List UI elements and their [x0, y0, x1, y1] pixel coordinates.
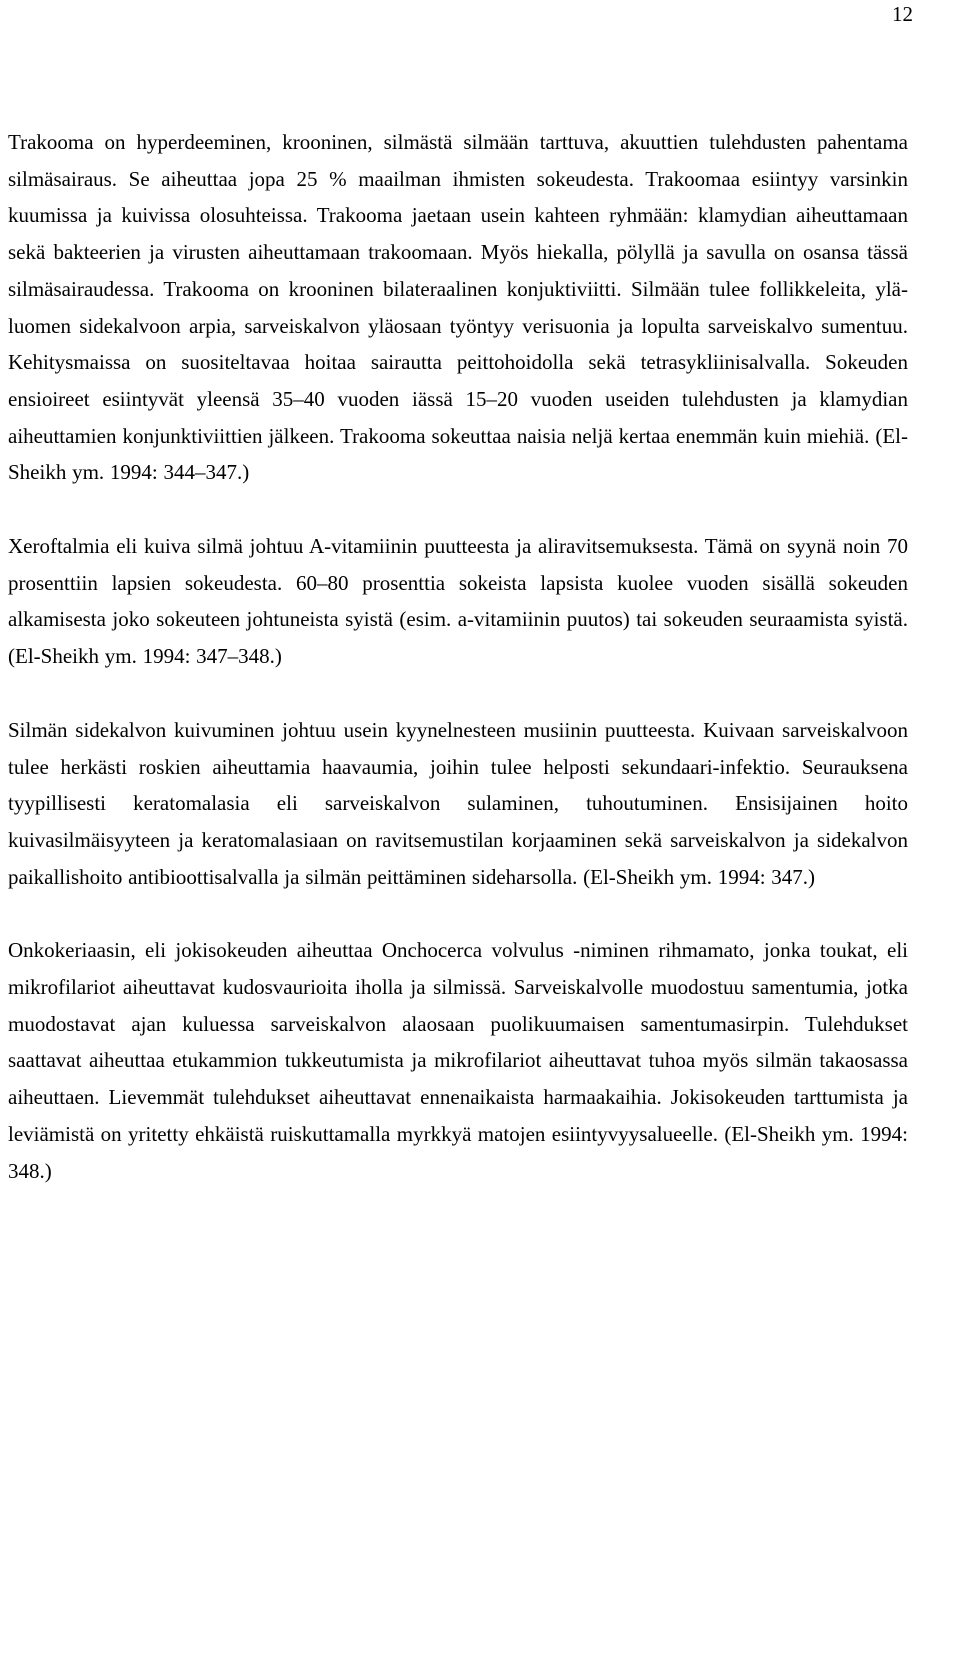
paragraph-conjunctival-drying: Silmän sidekalvon kuivuminen johtuu usein kyynelnesteen musiinin puutteesta. Kuivaan sarveiskalvoon tulee herkästi roskien aiheuttamia haavaumia, joihin tulee helposti sekundaari-infektio. Seurauksena tyypillisesti keratomalasia eli sarveiskalvon sulaminen, tuhoutuminen. Ensisijainen hoito kuivasilmäisyyteen ja keratomalasiaan on ravitsemustilan korjaaminen sekä sarveiskalvon ja sidekalvon paikallishoito antibioottisalvalla ja silmän peittäminen sideharsolla. (El-Sheikh ym. 1994: 347.)	[8, 717, 908, 889]
page-number: 12	[892, 2, 913, 26]
paragraph-onchocerciasis: Onkokeriaasin, eli jokisokeuden aiheuttaa Onchocerca volvulus -niminen rihmamato, jonka toukat, eli mikrofilariot aiheuttavat kudosvaurioita iholla ja silmissä. Sarveiskalvolle muodostuu samentumia, jotka muodostavat ajan kuluessa sarveiskalvon alaosaan puolikuumaisen samentumasirpin. Tulehdukset saattavat aiheuttaa etukammion tukkeutumista ja mikrofilariot aiheuttavat tuhoa myös silmän takaosassa aiheuttaen. Lievemmät tulehdukset aiheuttavat ennenaikaista harmaakaihia. Jokisokeuden tarttumista ja leviämistä on yritetty ehkäistä ruiskuttamalla myrkkyä matojen esiintyvyysalueelle. (El-Sheikh ym. 1994: 348.)	[8, 938, 908, 1183]
document-body	[8, 124, 908, 1189]
paragraph-xerophthalmia: Xeroftalmia eli kuiva silmä johtuu A-vitamiinin puutteesta ja aliravitsemuksesta. Tämä on syynä noin 70 prosenttiin lapsien sokeudesta. 60–80 prosenttia sokeista lapsista kuolee vuoden sisällä sokeuden alkamisesta joko sokeuteen johtuneista syistä (esim. a-vitamiinin puutos) tai sokeuden seuraamista syistä. (El-Sheikh ym. 1994: 347–348.)	[8, 534, 908, 669]
paragraph-trachoma: Trakooma on hyperdeeminen, krooninen, silmästä silmään tarttuva, akuuttien tulehdusten pahentama silmäsairaus. Se aiheuttaa jopa 25 % maailman ihmisten sokeudesta. Trakoomaa esiintyy varsinkin kuumissa ja kuivissa olosuhteissa. Trakooma jaetaan usein kahteen ryhmään: klamydian aiheuttamaan sekä bakteerien ja virusten aiheuttamaan trakoomaan. Myös hiekalla, pölyllä ja savulla on osansa tässä silmäsairaudessa. Trakooma on krooninen bilateraalinen konjuktiviitti. Silmään tulee follikkeleita, yläluomen sidekalvoon arpia, sarveiskalvon yläosaan työntyy verisuonia ja lopulta sarveiskalvo sumentuu. Kehitysmaissa on suositeltavaa hoitaa sairautta peittohoidolla sekä tetrasykliinisalvalla. Sokeuden ensioireet esiintyvät yleensä 35–40 vuoden iässä 15–20 vuoden useiden tulehdusten ja klamydian aiheuttamien konjunktiviittien jälkeen. Trakooma sokeuttaa naisia neljä kertaa enemmän kuin miehiä. (El-Sheikh ym. 1994: 344–347.)	[8, 130, 908, 485]
